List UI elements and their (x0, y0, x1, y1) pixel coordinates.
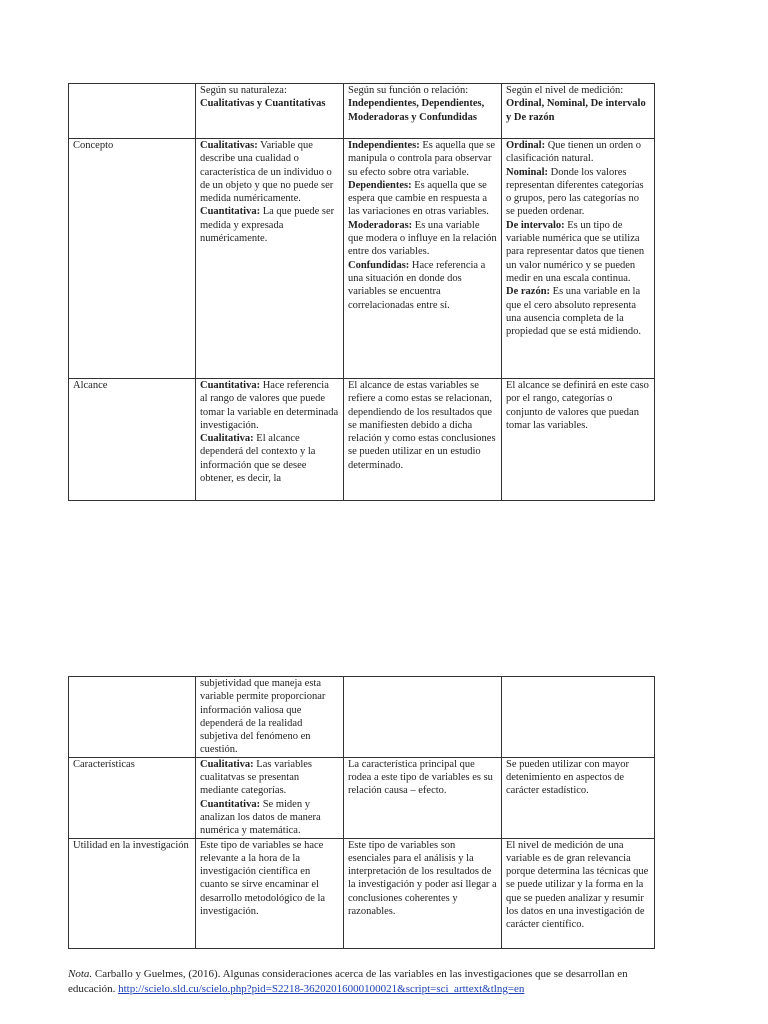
definition: Hace referencia a una situación en donde dos variables se encuentra correlacionadas entre sí. (348, 259, 486, 311)
row-label-concepto: Concepto (69, 139, 196, 379)
term: Moderadoras: (348, 219, 413, 231)
definition: Es una variable en la que el cero absoluto representa una ausencia completa de la propiedad que se está midiendo. (506, 286, 642, 338)
caracteristicas-naturaleza-cell (196, 757, 344, 838)
term: Cualitativa: (200, 433, 254, 445)
term: Confundidas: (348, 259, 410, 271)
header-funcion-label: Según su función o relación: (348, 85, 469, 96)
continuation-empty-cell (69, 677, 196, 758)
definition: Se miden y analizan los datos de manera numérica y matemática. (200, 798, 321, 837)
term: Cuantitativa: (200, 798, 261, 810)
row-label-utilidad: Utilidad en la investigación (69, 838, 196, 948)
term: Cuantitativa: (200, 206, 261, 218)
table-row-caracteristicas (69, 757, 655, 838)
continuation-empty-cell (344, 677, 502, 758)
note-citation: Carballo y Guelmes, (2016). Algunas consideraciones acerca de las variables en las investigaciones que se desarrollan en educación. (68, 968, 628, 995)
header-naturaleza (196, 84, 344, 139)
definition: La que puede ser medida y expresada numéricamente. (200, 206, 335, 245)
header-funcion (344, 84, 502, 139)
header-naturaleza-label: Según su naturaleza: (200, 85, 287, 96)
note-prefix: Nota. (68, 968, 93, 980)
concepto-funcion-cell (344, 139, 502, 379)
header-medicion-types: Ordinal, Nominal, De intervalo y De razón (506, 98, 646, 123)
continuation-empty-cell (502, 677, 655, 758)
caracteristicas-funcion-cell: La característica principal que rodea a este tipo de variables es su relación causa – efecto. (344, 757, 502, 838)
term: Ordinal: (506, 140, 546, 151)
alcance-medicion-cell: El alcance se definirá en este caso por el rango, categorías o conjunto de valores que puedan tomar las variables. (502, 379, 655, 501)
header-medicion-label: Según el nivel de medición: (506, 85, 624, 96)
utilidad-naturaleza-cell: Este tipo de variables se hace relevante a la hora de la investigación científica en cuanto se sirve encaminar el desarrollo metodológico de la investigación. (196, 838, 344, 948)
definition: Es aquella que se espera que cambie en respuesta a las variaciones en otras variables. (348, 179, 489, 218)
term: Dependientes: (348, 179, 412, 191)
header-funcion-types: Independientes, Dependientes, Moderadoras y Confundidas (348, 98, 485, 123)
row-label-caracteristicas: Características (69, 757, 196, 838)
definition: El alcance dependerá del contexto y la información que se desee obtener, es decir, la (200, 433, 316, 485)
term: Cuantitativa: (200, 380, 261, 391)
term: De razón: (506, 286, 551, 298)
caracteristicas-medicion-cell: Se pueden utilizar con mayor detenimiento en aspectos de carácter estadístico. (502, 757, 655, 838)
continuation-naturaleza-cell: subjetividad que maneja esta variable permite proporcionar información valiosa que dependerá de la realidad subjetiva del fenómeno en cuestión. (196, 677, 344, 758)
definition: Las variables cualitatvas se presentan mediante categorías. (200, 758, 312, 797)
term: Cualitativa: (200, 758, 254, 770)
table-row-utilidad (69, 838, 655, 948)
source-link[interactable]: http://scielo.sld.cu/scielo.php?pid=S2218-36202016000100021&script=sci_arttext&tlng=en (118, 983, 525, 995)
variables-table-part-1 (68, 83, 655, 501)
definition: Es una variable que modera o influye en la relación entre dos variables. (348, 219, 497, 258)
term: De intervalo: (506, 219, 565, 231)
term: Independientes: (348, 140, 420, 151)
table-row-continuation (69, 677, 655, 758)
definition: Es aquella que se manipula o controla para observar su efecto sobre otra variable. (348, 140, 495, 178)
concepto-medicion-cell (502, 139, 655, 379)
header-medicion (502, 84, 655, 139)
term: Cualitativas: (200, 140, 258, 151)
definition: Es un tipo de variable numérica que se utiliza para representar datos que tienen un valor numérico y se pueden medir en una escala continua. (506, 219, 645, 284)
concepto-naturaleza-cell (196, 139, 344, 379)
table-row-concepto (69, 139, 655, 379)
table-header-row (69, 84, 655, 139)
term: Nominal: (506, 166, 548, 178)
utilidad-medicion-cell: El nivel de medición de una variable es de gran relevancia porque determina las técnicas que se puede utilizar y la forma en la que se pueden analizar y resumir los datos en una investigación de carácter científico. (502, 838, 655, 948)
definition: Donde los valores representan diferentes categorías o grupos, pero las categorías no se pueden ordenar. (506, 166, 644, 218)
variables-table-part-2 (68, 676, 655, 949)
row-label-alcance: Alcance (69, 379, 196, 501)
definition: Que tienen un orden o clasificación natural. (506, 140, 642, 165)
utilidad-funcion-cell: Este tipo de variables son esenciales para el análisis y la interpretación de los resultados de la investigación y poder así llegar a conclusiones coherentes y razonables. (344, 838, 502, 948)
alcance-funcion-cell: El alcance de estas variables se refiere a como estas se relacionan, dependiendo de los resultados que se manifiesten debido a dicha relación y como estas conclusiones se pueden utilizar en un estudio determinado. (344, 379, 502, 501)
alcance-naturaleza-cell (196, 379, 344, 501)
definition: Variable que describe una cualidad o característica de un individuo o de un objeto y que no puede ser medida numéricamente. (200, 140, 334, 205)
source-note (68, 967, 668, 997)
table-row-alcance (69, 379, 655, 501)
header-naturaleza-types: Cualitativas y Cuantitativas (200, 98, 326, 110)
header-empty-cell (69, 84, 196, 139)
definition: Hace referencia al rango de valores que puede tomar la variable en determinada investigación. (200, 380, 339, 431)
